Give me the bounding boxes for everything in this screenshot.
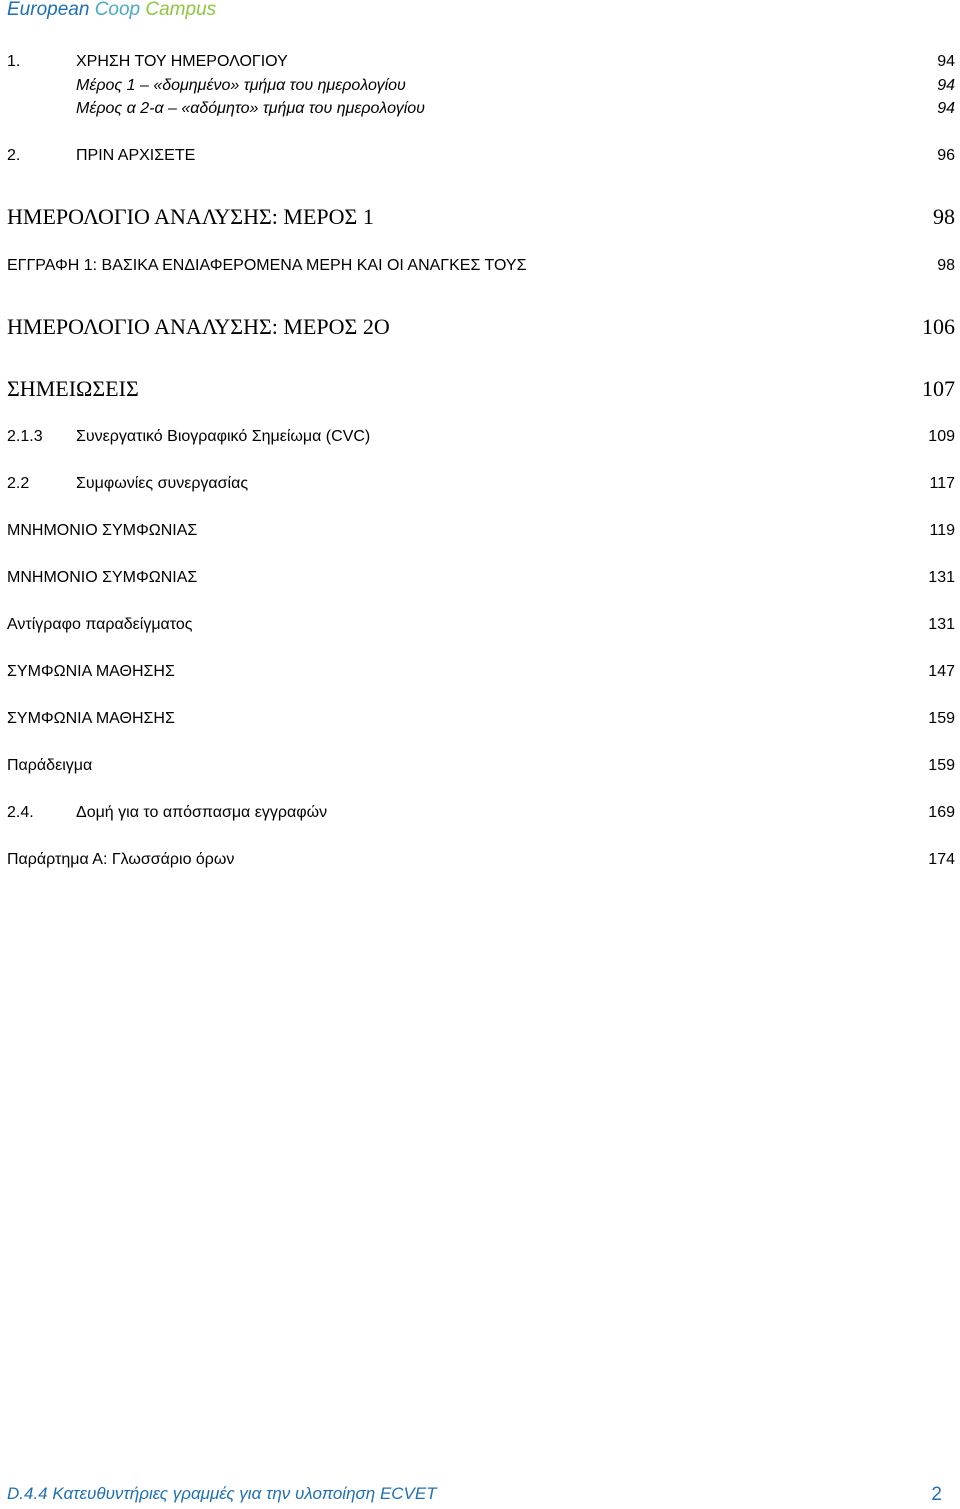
toc-title: ΜΝΗΜΟΝΙΟ ΣΥΜΦΩΝΙΑΣ — [7, 522, 198, 539]
toc-entry[interactable] — [7, 428, 955, 446]
toc-page: 94 — [937, 100, 955, 117]
toc-entry[interactable] — [7, 663, 955, 681]
toc-page: 131 — [928, 569, 955, 586]
brand-word-1: European — [7, 0, 90, 20]
toc-title: ΗΜΕΡΟΛΟΓΙΟ ΑΝΑΛΥΣΗΣ: ΜΕΡΟΣ 1 — [7, 204, 374, 229]
toc-page: 107 — [922, 376, 955, 401]
toc-page: 159 — [928, 710, 955, 727]
toc-title: Συνεργατικό Βιογραφικό Σημείωμα (CVC) — [76, 428, 371, 445]
toc-entry[interactable] — [7, 147, 955, 165]
toc-title: Αντίγραφο παραδείγματος — [7, 616, 193, 633]
toc-entry[interactable] — [7, 569, 955, 587]
toc-number: 2. — [7, 147, 21, 164]
toc-page: 96 — [937, 147, 955, 164]
toc-page: 98 — [937, 257, 955, 274]
toc-page: 94 — [937, 77, 955, 94]
toc-page: 98 — [933, 204, 955, 229]
toc-page: 117 — [929, 475, 955, 492]
toc-page: 94 — [937, 53, 955, 70]
toc-entry[interactable] — [7, 710, 955, 728]
toc-entry[interactable] — [7, 522, 955, 540]
toc-title: ΕΓΓΡΑΦΗ 1: ΒΑΣΙΚΑ ΕΝΔΙΑΦΕΡΟΜΕΝΑ ΜΕΡΗ ΚΑΙ ΟΙ ΑΝΑΓΚΕΣ ΤΟΥΣ — [7, 257, 527, 274]
toc-title: Μέρος 1 – «δομημένο» τμήμα του ημερολογίου — [76, 77, 406, 94]
document-footer — [7, 1484, 942, 1506]
toc-page: 119 — [929, 522, 955, 539]
toc-title: ΗΜΕΡΟΛΟΓΙΟ ΑΝΑΛΥΣΗΣ: ΜΕΡΟΣ 2Ο — [7, 314, 390, 339]
toc-title: ΣΗΜΕΙΩΣΕΙΣ — [7, 376, 139, 401]
toc-title: Μέρος α 2-α – «αδόμητο» τμήμα του ημερολογίου — [76, 100, 425, 117]
toc-page: 174 — [928, 851, 955, 868]
toc-number: 2.2 — [7, 475, 30, 492]
toc-page: 131 — [928, 616, 955, 633]
toc-number: 2.1.3 — [7, 428, 43, 445]
toc-entry[interactable] — [7, 314, 955, 340]
toc-title: Παράρτημα Α: Γλωσσάριο όρων — [7, 851, 235, 868]
toc-entry[interactable] — [7, 53, 955, 71]
footer-text: D.4.4 Κατευθυντήριες γραμμές για την υλοποίηση ECVET — [7, 1484, 437, 1503]
toc-title: Συμφωνίες συνεργασίας — [76, 475, 249, 492]
toc-entry[interactable] — [7, 475, 955, 493]
toc-entry[interactable] — [7, 204, 955, 230]
brand-word-3: Campus — [145, 0, 217, 20]
toc-page: 109 — [928, 428, 955, 445]
document-header — [7, 0, 216, 21]
brand-word-2: Coop — [94, 0, 141, 20]
toc-title: ΠΡΙΝ ΑΡΧΙΣΕΤΕ — [76, 147, 196, 164]
toc-number: 1. — [7, 53, 21, 70]
toc-page: 159 — [928, 757, 955, 774]
toc-entry[interactable] — [7, 257, 955, 275]
toc-title: ΜΝΗΜΟΝΙΟ ΣΥΜΦΩΝΙΑΣ — [7, 569, 198, 586]
toc-entry[interactable] — [7, 804, 955, 822]
toc-entry[interactable] — [7, 851, 955, 869]
page-number: 2 — [931, 1484, 942, 1505]
toc-number: 2.4. — [7, 804, 34, 821]
toc-entry[interactable] — [7, 100, 955, 118]
toc-entry[interactable] — [7, 757, 955, 775]
toc-entry[interactable] — [7, 77, 955, 95]
toc-entry[interactable] — [7, 376, 955, 402]
toc-page: 147 — [928, 663, 955, 680]
toc-title: ΧΡΗΣΗ ΤΟΥ ΗΜΕΡΟΛΟΓΙΟΥ — [76, 53, 288, 70]
toc-entry[interactable] — [7, 616, 955, 634]
toc-title: ΣΥΜΦΩΝΙΑ ΜΑΘΗΣΗΣ — [7, 663, 175, 680]
toc-page: 169 — [928, 804, 955, 821]
toc-title: Δομή για το απόσπασμα εγγραφών — [76, 804, 328, 821]
toc-title: ΣΥΜΦΩΝΙΑ ΜΑΘΗΣΗΣ — [7, 710, 175, 727]
toc-page: 106 — [922, 314, 955, 339]
toc-title: Παράδειγμα — [7, 757, 93, 774]
